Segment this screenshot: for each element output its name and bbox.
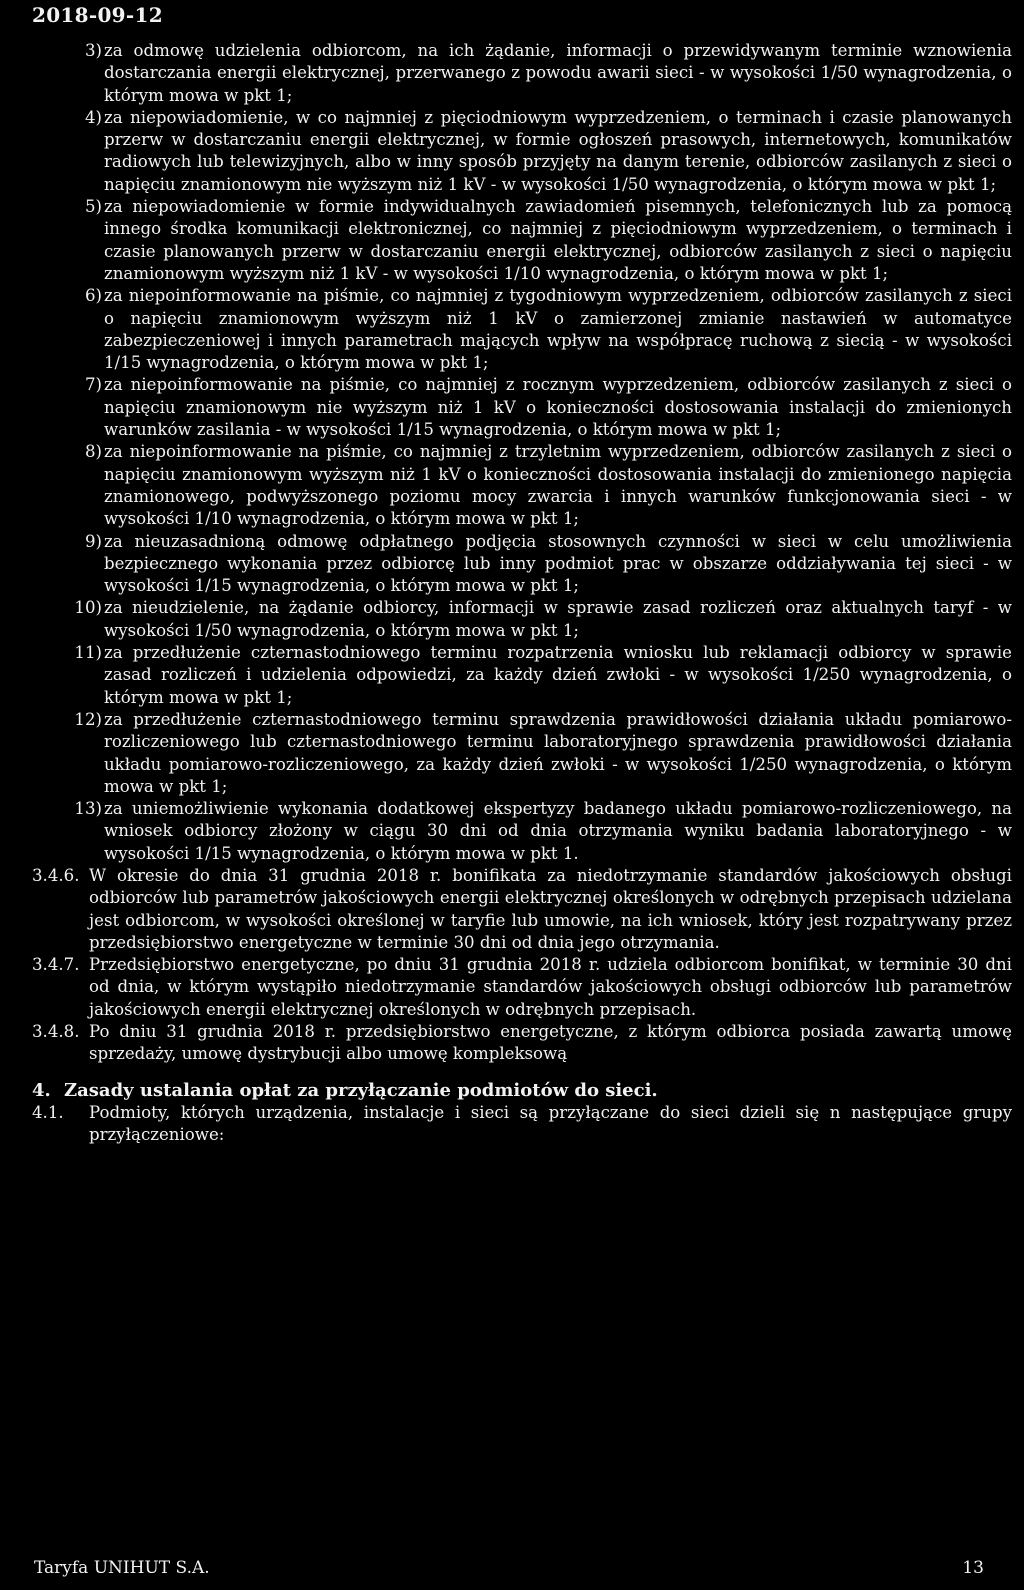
list-item — [32, 107, 1012, 196]
page-number: 13 — [962, 1558, 984, 1578]
list-item-number: 4) — [84, 107, 102, 127]
list-item-text: za przedłużenie czternastodniowego terminu sprawdzenia prawidłowości działania układu pomiarowo-rozliczeniowego lub czternastodniowego terminu laboratoryjnego sprawdzenia prawidłowości działania układu pomiarowo-rozliczeniowego, za każdy dzień zwłoki - w wysokości 1/250 wynagrodzenia, o którym mowa w pkt 1; — [104, 709, 1012, 796]
penalty-list — [32, 40, 1012, 865]
footer-title: Taryfa UNIHUT S.A. — [34, 1558, 210, 1578]
page-footer — [34, 1558, 984, 1578]
list-item — [32, 441, 1012, 530]
document-date: 2018-09-12 — [32, 3, 163, 27]
subsection-number: 3.4.7. — [32, 955, 80, 975]
list-item — [32, 40, 1012, 107]
subsection — [32, 1021, 1012, 1066]
list-item — [32, 196, 1012, 285]
list-item-number: 12) — [74, 709, 102, 729]
document-body — [32, 40, 1012, 1147]
list-item — [32, 597, 1012, 642]
list-item-number: 13) — [74, 799, 102, 819]
list-item-text: za niepowiadomienie, w co najmniej z pięciodniowym wyprzedzeniem, o terminach i czasie planowanych przerw w dostarczaniu energii elektrycznej, w formie ogłoszeń prasowych, internetowych, komunikatów radiowych lub telewizyjnych, albo w inny sposób przyjęty na danym terenie, odbiorców zasilanych z sieci o napięciu znamionowym nie wyższym niż 1 kV - w wysokości 1/50 wynagrodzenia, o którym mowa w pkt 1; — [104, 107, 1012, 194]
list-item-text: za odmowę udzielenia odbiorcom, na ich żądanie, informacji o przewidywanym terminie wznowienia dostarczania energii elektrycznej, przerwanego z powodu awarii sieci - w wysokości 1/50 wynagrodzenia, o którym mowa w pkt 1; — [104, 41, 1012, 105]
list-item-number: 8) — [84, 442, 102, 462]
list-item-text: za niepoinformowanie na piśmie, co najmniej z tygodniowym wyprzedzeniem, odbiorców zasilanych z sieci o napięciu znamionowym wyższym niż 1 kV o zamierzonej zmianie nastawień w automatyce zabezpieczeniowej i innych parametrach mających wpływ na współpracę ruchową z siecią - w wysokości 1/15 wynagrodzenia, o którym mowa w pkt 1; — [104, 286, 1012, 373]
list-item-text: za przedłużenie czternastodniowego terminu rozpatrzenia wniosku lub reklamacji odbiorcy w sprawie zasad rozliczeń i udzielenia odpowiedzi, za każdy dzień zwłoki - w wysokości 1/250 wynagrodzenia, o którym mowa w pkt 1; — [104, 643, 1012, 707]
list-item — [32, 709, 1012, 798]
paragraph-text: Podmioty, których urządzenia, instalacje i sieci są przyłączane do sieci dzieli się n następujące grupy przyłączeniowe: — [89, 1102, 1012, 1145]
section-heading — [32, 1080, 1012, 1102]
list-item — [32, 531, 1012, 598]
list-item-text: za niepowiadomienie w formie indywidualnych zawiadomień pisemnych, telefonicznych lub za pomocą innego środka komunikacji elektronicznej, co najmniej z pięciodniowym wyprzedzeniem, o terminach i czasie planowanych przerw w dostarczaniu energii elektrycznej, odbiorców zasilanych z sieci o napięciu znamionowym wyższym niż 1 kV - w wysokości 1/10 wynagrodzenia, o którym mowa w pkt 1; — [104, 197, 1012, 283]
section-number: 4. — [32, 1079, 51, 1101]
subsection-text: Przedsiębiorstwo energetyczne, po dniu 31 grudnia 2018 r. udziela odbiorcom bonifikat, w terminie 30 dni od dnia, w którym wystąpiło niedotrzymanie standardów jakościowych obsługi odbiorców lub parametrów jakościowych energii elektrycznej określonych w odrębnych przepisach. — [89, 955, 1012, 1019]
subsection-number: 3.4.8. — [32, 1022, 80, 1042]
subsection-number: 3.4.6. — [32, 865, 80, 885]
list-item-number: 11) — [74, 643, 102, 663]
list-item-text: za uniemożliwienie wykonania dodatkowej ekspertyzy badanego układu pomiarowo-rozliczeniowego, na wniosek odbiorcy złożony w ciągu 30 dni od dnia otrzymania wyniku badania laboratoryjnego - w wysokości 1/15 wynagrodzenia, o którym mowa w pkt 1. — [104, 799, 1012, 863]
list-item-number: 9) — [84, 531, 102, 551]
list-item-text: za niepoinformowanie na piśmie, co najmniej z trzyletnim wyprzedzeniem, odbiorców zasilanych z sieci o napięciu znamionowym wyższym niż 1 kV o konieczności dostosowania instalacji do zmienionego napięcia znamionowego, podwyższonego poziomu mocy zwarcia i innych warunków funkcjonowania sieci - w wysokości 1/10 wynagrodzenia, o którym mowa w pkt 1; — [104, 442, 1012, 529]
paragraph-4-1 — [32, 1102, 1012, 1147]
list-item — [32, 285, 1012, 374]
list-item — [32, 798, 1012, 865]
subsection-list — [32, 865, 1012, 1066]
list-item-number: 5) — [84, 197, 102, 217]
list-item — [32, 374, 1012, 441]
list-item-number: 3) — [84, 41, 102, 60]
list-item-number: 10) — [74, 598, 102, 618]
list-item-text: za niepoinformowanie na piśmie, co najmniej z rocznym wyprzedzeniem, odbiorców zasilanych z sieci o napięciu znamionowym nie wyższym niż 1 kV o konieczności dostosowania instalacji do zmienionych warunków zasilania - w wysokości 1/15 wynagrodzenia, o którym mowa w pkt 1; — [104, 375, 1012, 440]
subsection-text: W okresie do dnia 31 grudnia 2018 r. bonifikata za niedotrzymanie standardów jakościowych obsługi odbiorców lub parametrów jakościowych energii elektrycznej określonych w odrębnych przepisach udzielana jest odbiorcom, w wysokości określonej w taryfie lub umowie, na ich wniosek, który jest rozpatrywany przez przedsiębiorstwo energetyczne w terminie 30 dni od dnia jego otrzymania. — [89, 865, 1012, 952]
list-item-number: 6) — [84, 286, 102, 306]
list-item-text: za nieuzasadnioną odmowę odpłatnego podjęcia stosownych czynności w sieci w celu umożliwienia bezpiecznego wykonania przez odbiorcę lub inny podmiot prac w obszarze oddziaływania tej sieci - w wysokości 1/15 wynagrodzenia, o którym mowa w pkt 1; — [104, 531, 1012, 596]
subsection-text: Po dniu 31 grudnia 2018 r. przedsiębiorstwo energetyczne, z którym odbiorca posiada zawartą umowę sprzedaży, umowę dystrybucji albo umowę kompleksową — [89, 1022, 1012, 1064]
section-title: Zasady ustalania opłat za przyłączanie podmiotów do sieci. — [64, 1079, 658, 1101]
list-item-number: 7) — [84, 375, 102, 395]
list-item — [32, 642, 1012, 709]
paragraph-number: 4.1. — [32, 1102, 64, 1122]
subsection — [32, 865, 1012, 954]
subsection — [32, 954, 1012, 1021]
list-item-text: za nieudzielenie, na żądanie odbiorcy, informacji w sprawie zasad rozliczeń oraz aktualnych taryf - w wysokości 1/50 wynagrodzenia, o którym mowa w pkt 1; — [104, 598, 1012, 640]
